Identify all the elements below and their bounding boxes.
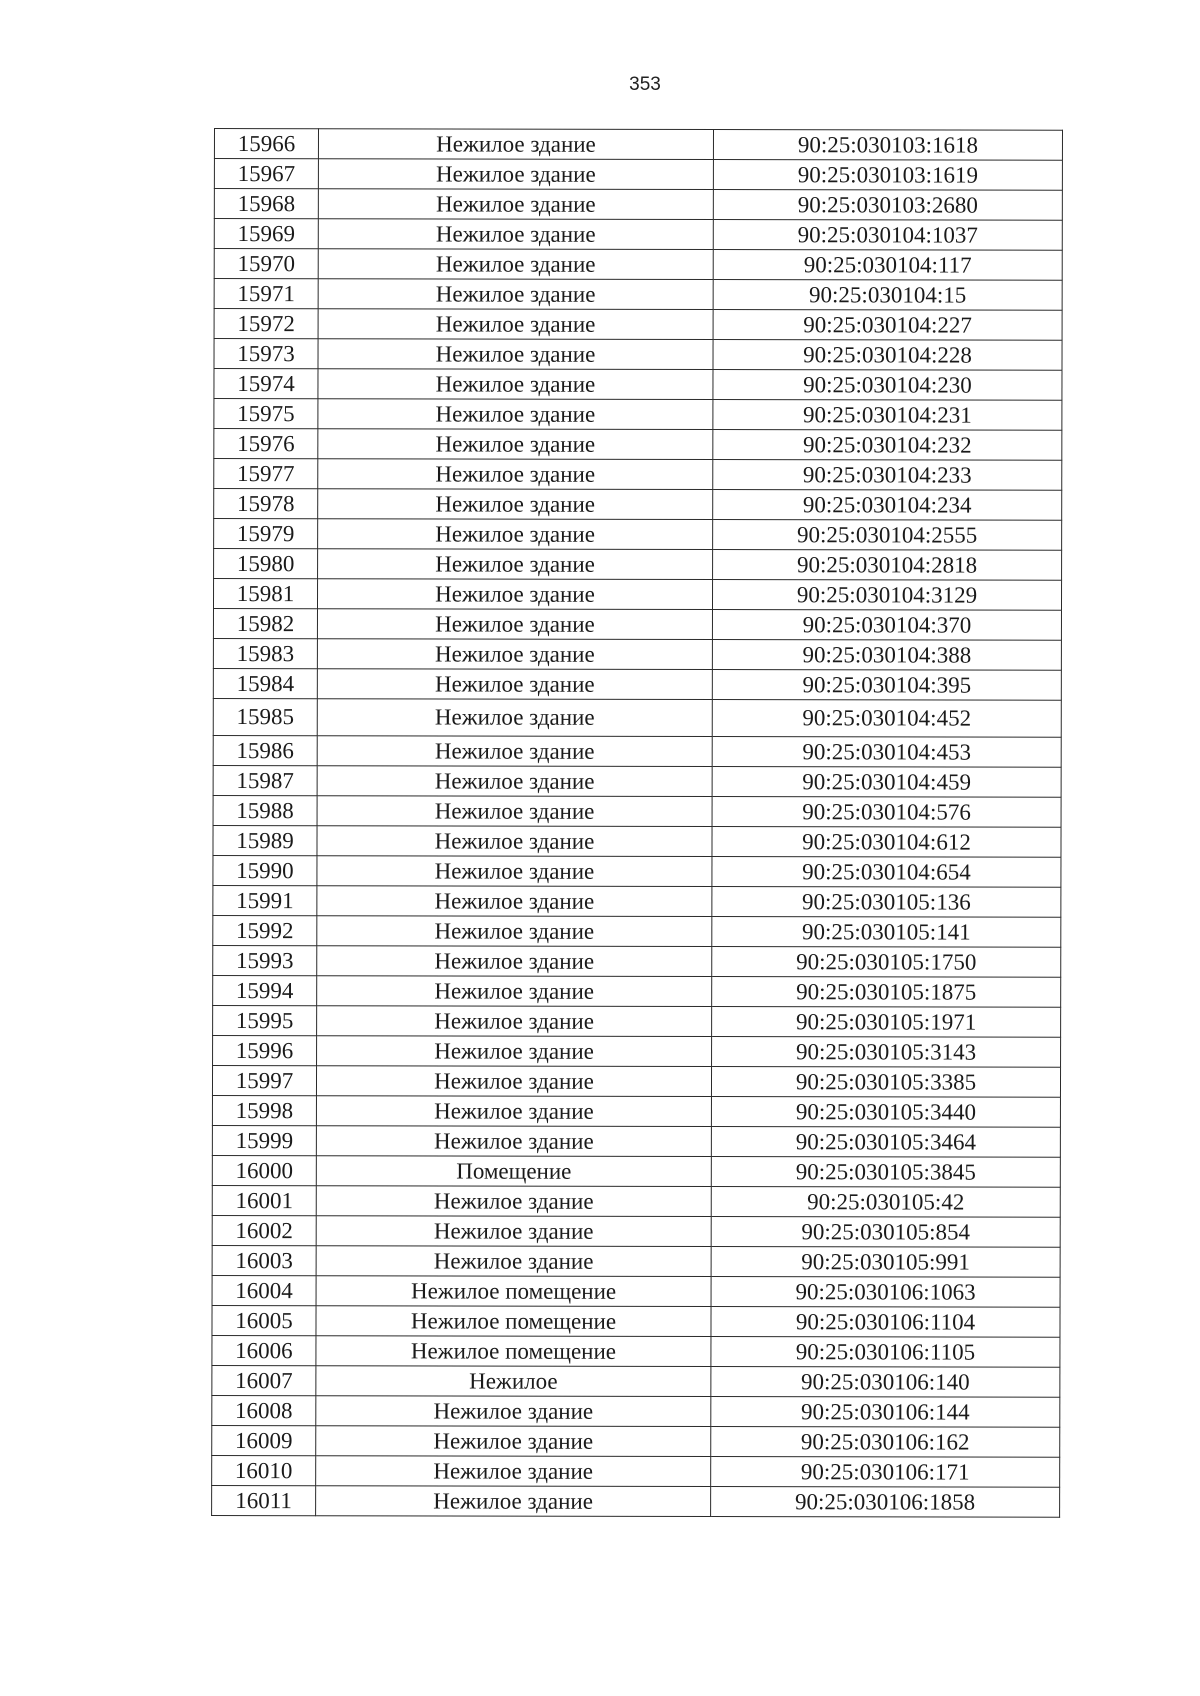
row-number-cell: 16003 (212, 1245, 316, 1275)
object-type-cell: Нежилое здание (318, 339, 713, 370)
row-number-cell: 15978 (214, 489, 318, 519)
table-row (213, 638, 1061, 670)
row-number-cell: 16008 (212, 1395, 316, 1425)
cadastral-number-cell: 90:25:030106:1858 (711, 1487, 1060, 1518)
object-type-cell: Нежилое здание (318, 309, 713, 340)
table-row (212, 1305, 1060, 1337)
table-row (214, 219, 1062, 251)
table-row (213, 915, 1061, 947)
cadastral-number-cell: 90:25:030104:3129 (712, 580, 1061, 611)
row-number-cell: 16001 (212, 1185, 316, 1215)
row-number-cell: 15982 (213, 609, 317, 639)
object-type-cell: Нежилое здание (316, 1216, 711, 1247)
row-number-cell: 15976 (214, 429, 318, 459)
table-row (213, 855, 1061, 887)
cadastral-number-cell: 90:25:030104:395 (712, 670, 1061, 701)
table-row (214, 309, 1062, 341)
object-type-cell: Нежилое здание (318, 369, 713, 400)
object-type-cell: Нежилое здание (316, 1096, 711, 1127)
row-number-cell: 15984 (213, 668, 317, 698)
cadastral-number-cell: 90:25:030104:230 (713, 370, 1062, 401)
table-row (214, 189, 1062, 221)
row-number-cell: 15987 (213, 765, 317, 795)
table-row (214, 429, 1062, 461)
cadastral-number-cell: 90:25:030104:15 (713, 280, 1062, 311)
table-row (213, 885, 1061, 917)
table-row (212, 1275, 1060, 1307)
cadastral-number-cell: 90:25:030105:1875 (712, 977, 1061, 1008)
row-number-cell: 16010 (212, 1455, 316, 1485)
cadastral-number-cell: 90:25:030106:1063 (711, 1277, 1060, 1308)
table-row (213, 698, 1061, 737)
object-type-cell: Нежилое здание (316, 1486, 711, 1517)
object-type-cell: Нежилое (316, 1366, 711, 1397)
table-row (213, 825, 1061, 857)
cadastral-number-cell: 90:25:030105:3143 (712, 1037, 1061, 1068)
table-row (213, 1035, 1061, 1067)
cadastral-number-cell: 90:25:030105:3464 (711, 1127, 1060, 1158)
row-number-cell: 15968 (214, 189, 318, 219)
cadastral-number-cell: 90:25:030105:141 (712, 917, 1061, 948)
object-type-cell: Нежилое помещение (316, 1336, 711, 1367)
object-type-cell: Нежилое помещение (316, 1306, 711, 1337)
table-row (212, 1455, 1060, 1487)
table-row (214, 159, 1062, 191)
row-number-cell: 15991 (213, 885, 317, 915)
registry-body (212, 129, 1063, 1518)
cadastral-number-cell: 90:25:030104:117 (713, 250, 1062, 281)
cadastral-number-cell: 90:25:030103:1619 (713, 160, 1062, 191)
table-row (212, 1245, 1060, 1277)
row-number-cell: 15967 (214, 159, 318, 189)
cadastral-number-cell: 90:25:030104:227 (713, 310, 1062, 341)
table-row (214, 399, 1062, 431)
row-number-cell: 16009 (212, 1425, 316, 1455)
row-number-cell: 15972 (214, 309, 318, 339)
object-type-cell: Нежилое здание (318, 249, 713, 280)
object-type-cell: Нежилое здание (318, 189, 713, 220)
object-type-cell: Нежилое здание (317, 826, 712, 857)
cadastral-number-cell: 90:25:030106:140 (711, 1367, 1060, 1398)
row-number-cell: 15974 (214, 369, 318, 399)
object-type-cell: Нежилое здание (317, 1036, 712, 1067)
table-row (213, 975, 1061, 1007)
row-number-cell: 15997 (212, 1065, 316, 1095)
table-row (212, 1185, 1060, 1217)
object-type-cell: Нежилое здание (316, 1426, 711, 1457)
object-type-cell: Нежилое здание (317, 579, 712, 610)
row-number-cell: 15998 (212, 1095, 316, 1125)
cadastral-number-cell: 90:25:030104:231 (713, 400, 1062, 431)
cadastral-number-cell: 90:25:030104:453 (712, 737, 1061, 768)
object-type-cell: Нежилое здание (317, 639, 712, 670)
cadastral-number-cell: 90:25:030104:388 (712, 640, 1061, 671)
table-row (212, 1365, 1060, 1397)
row-number-cell: 15992 (213, 915, 317, 945)
table-row (213, 795, 1061, 827)
cadastral-number-cell: 90:25:030105:3385 (711, 1067, 1060, 1098)
object-type-cell: Нежилое здание (316, 1456, 711, 1487)
object-type-cell: Нежилое здание (317, 766, 712, 797)
cadastral-number-cell: 90:25:030104:234 (713, 490, 1062, 521)
cadastral-number-cell: 90:25:030103:1618 (713, 130, 1062, 161)
row-number-cell: 15999 (212, 1125, 316, 1155)
object-type-cell: Нежилое здание (318, 429, 713, 460)
cadastral-number-cell: 90:25:030105:3440 (711, 1097, 1060, 1128)
cadastral-number-cell: 90:25:030104:233 (713, 460, 1062, 491)
cadastral-number-cell: 90:25:030104:232 (713, 430, 1062, 461)
cadastral-number-cell: 90:25:030105:3845 (711, 1157, 1060, 1188)
object-type-cell: Нежилое здание (317, 976, 712, 1007)
table-row (214, 489, 1062, 521)
object-type-cell: Помещение (316, 1156, 711, 1187)
object-type-cell: Нежилое здание (318, 159, 713, 190)
page-number: 353 (629, 74, 661, 95)
table-row (214, 249, 1062, 281)
object-type-cell: Нежилое здание (318, 279, 713, 310)
object-type-cell: Нежилое здание (317, 886, 712, 917)
row-number-cell: 15979 (214, 519, 318, 549)
table-row (213, 609, 1061, 641)
row-number-cell: 15986 (213, 735, 317, 765)
row-number-cell: 15988 (213, 795, 317, 825)
object-type-cell: Нежилое помещение (316, 1276, 711, 1307)
cadastral-number-cell: 90:25:030104:2818 (713, 550, 1062, 581)
cadastral-number-cell: 90:25:030104:459 (712, 767, 1061, 798)
object-type-cell: Нежилое здание (316, 1186, 711, 1217)
row-number-cell: 16000 (212, 1155, 316, 1185)
table-row (212, 1125, 1060, 1157)
table-row (214, 339, 1062, 371)
cadastral-number-cell: 90:25:030105:136 (712, 887, 1061, 918)
table-row (212, 1155, 1060, 1187)
cadastral-number-cell: 90:25:030105:854 (711, 1217, 1060, 1248)
row-number-cell: 15989 (213, 825, 317, 855)
row-number-cell: 15993 (213, 945, 317, 975)
table-row (213, 668, 1061, 700)
object-type-cell: Нежилое здание (318, 489, 713, 520)
row-number-cell: 15971 (214, 279, 318, 309)
row-number-cell: 15975 (214, 399, 318, 429)
object-type-cell: Нежилое здание (318, 549, 713, 580)
table-row (212, 1425, 1060, 1457)
object-type-cell: Нежилое здание (317, 609, 712, 640)
cadastral-number-cell: 90:25:030103:2680 (713, 190, 1062, 221)
object-type-cell: Нежилое здание (316, 1246, 711, 1277)
property-registry-table (211, 128, 1063, 1518)
table-row (213, 765, 1061, 797)
row-number-cell: 16006 (212, 1335, 316, 1365)
object-type-cell: Нежилое здание (317, 736, 712, 767)
table-row (213, 735, 1061, 767)
cadastral-number-cell: 90:25:030106:162 (711, 1427, 1060, 1458)
table-row (212, 1065, 1060, 1097)
row-number-cell: 16007 (212, 1365, 316, 1395)
row-number-cell: 15973 (214, 339, 318, 369)
object-type-cell: Нежилое здание (317, 699, 712, 737)
row-number-cell: 15977 (214, 459, 318, 489)
object-type-cell: Нежилое здание (317, 796, 712, 827)
cadastral-number-cell: 90:25:030105:42 (711, 1187, 1060, 1218)
cadastral-number-cell: 90:25:030104:1037 (713, 220, 1062, 251)
table-row (214, 549, 1062, 581)
row-number-cell: 16011 (212, 1485, 316, 1515)
table-row (214, 369, 1062, 401)
table-row (214, 459, 1062, 491)
row-number-cell: 15985 (213, 698, 317, 735)
cadastral-number-cell: 90:25:030104:654 (712, 857, 1061, 888)
cadastral-number-cell: 90:25:030105:1750 (712, 947, 1061, 978)
table-row (212, 1395, 1060, 1427)
cadastral-number-cell: 90:25:030106:144 (711, 1397, 1060, 1428)
row-number-cell: 16004 (212, 1275, 316, 1305)
row-number-cell: 15996 (213, 1035, 317, 1065)
object-type-cell: Нежилое здание (317, 856, 712, 887)
row-number-cell: 15983 (213, 638, 317, 668)
cadastral-number-cell: 90:25:030104:2555 (713, 520, 1062, 551)
table-row (212, 1335, 1060, 1367)
object-type-cell: Нежилое здание (317, 946, 712, 977)
table-row (212, 1485, 1060, 1517)
table-row (213, 1005, 1061, 1037)
object-type-cell: Нежилое здание (316, 1396, 711, 1427)
table-row (214, 129, 1062, 161)
cadastral-number-cell: 90:25:030104:576 (712, 797, 1061, 828)
object-type-cell: Нежилое здание (317, 916, 712, 947)
row-number-cell: 15980 (214, 549, 318, 579)
table-row (214, 279, 1062, 311)
table-row (213, 945, 1061, 977)
object-type-cell: Нежилое здание (318, 519, 713, 550)
cadastral-number-cell: 90:25:030104:228 (713, 340, 1062, 371)
cadastral-number-cell: 90:25:030105:1971 (712, 1007, 1061, 1038)
cadastral-number-cell: 90:25:030106:171 (711, 1457, 1060, 1488)
object-type-cell: Нежилое здание (317, 1006, 712, 1037)
row-number-cell: 15966 (214, 129, 318, 159)
object-type-cell: Нежилое здание (318, 129, 713, 160)
cadastral-number-cell: 90:25:030104:612 (712, 827, 1061, 858)
cadastral-number-cell: 90:25:030104:452 (712, 700, 1061, 738)
row-number-cell: 16005 (212, 1305, 316, 1335)
object-type-cell: Нежилое здание (317, 669, 712, 700)
row-number-cell: 15969 (214, 219, 318, 249)
row-number-cell: 15995 (213, 1005, 317, 1035)
object-type-cell: Нежилое здание (318, 219, 713, 250)
row-number-cell: 15994 (213, 975, 317, 1005)
object-type-cell: Нежилое здание (316, 1126, 711, 1157)
cadastral-number-cell: 90:25:030106:1104 (711, 1307, 1060, 1338)
cadastral-number-cell: 90:25:030104:370 (712, 610, 1061, 641)
table-row (213, 579, 1061, 611)
cadastral-number-cell: 90:25:030105:991 (711, 1247, 1060, 1278)
row-number-cell: 15970 (214, 249, 318, 279)
row-number-cell: 16002 (212, 1215, 316, 1245)
object-type-cell: Нежилое здание (318, 399, 713, 430)
table-row (212, 1215, 1060, 1247)
cadastral-number-cell: 90:25:030106:1105 (711, 1337, 1060, 1368)
object-type-cell: Нежилое здание (318, 459, 713, 490)
row-number-cell: 15981 (213, 579, 317, 609)
table-row (214, 519, 1062, 551)
table-row (212, 1095, 1060, 1127)
row-number-cell: 15990 (213, 855, 317, 885)
object-type-cell: Нежилое здание (316, 1066, 711, 1097)
